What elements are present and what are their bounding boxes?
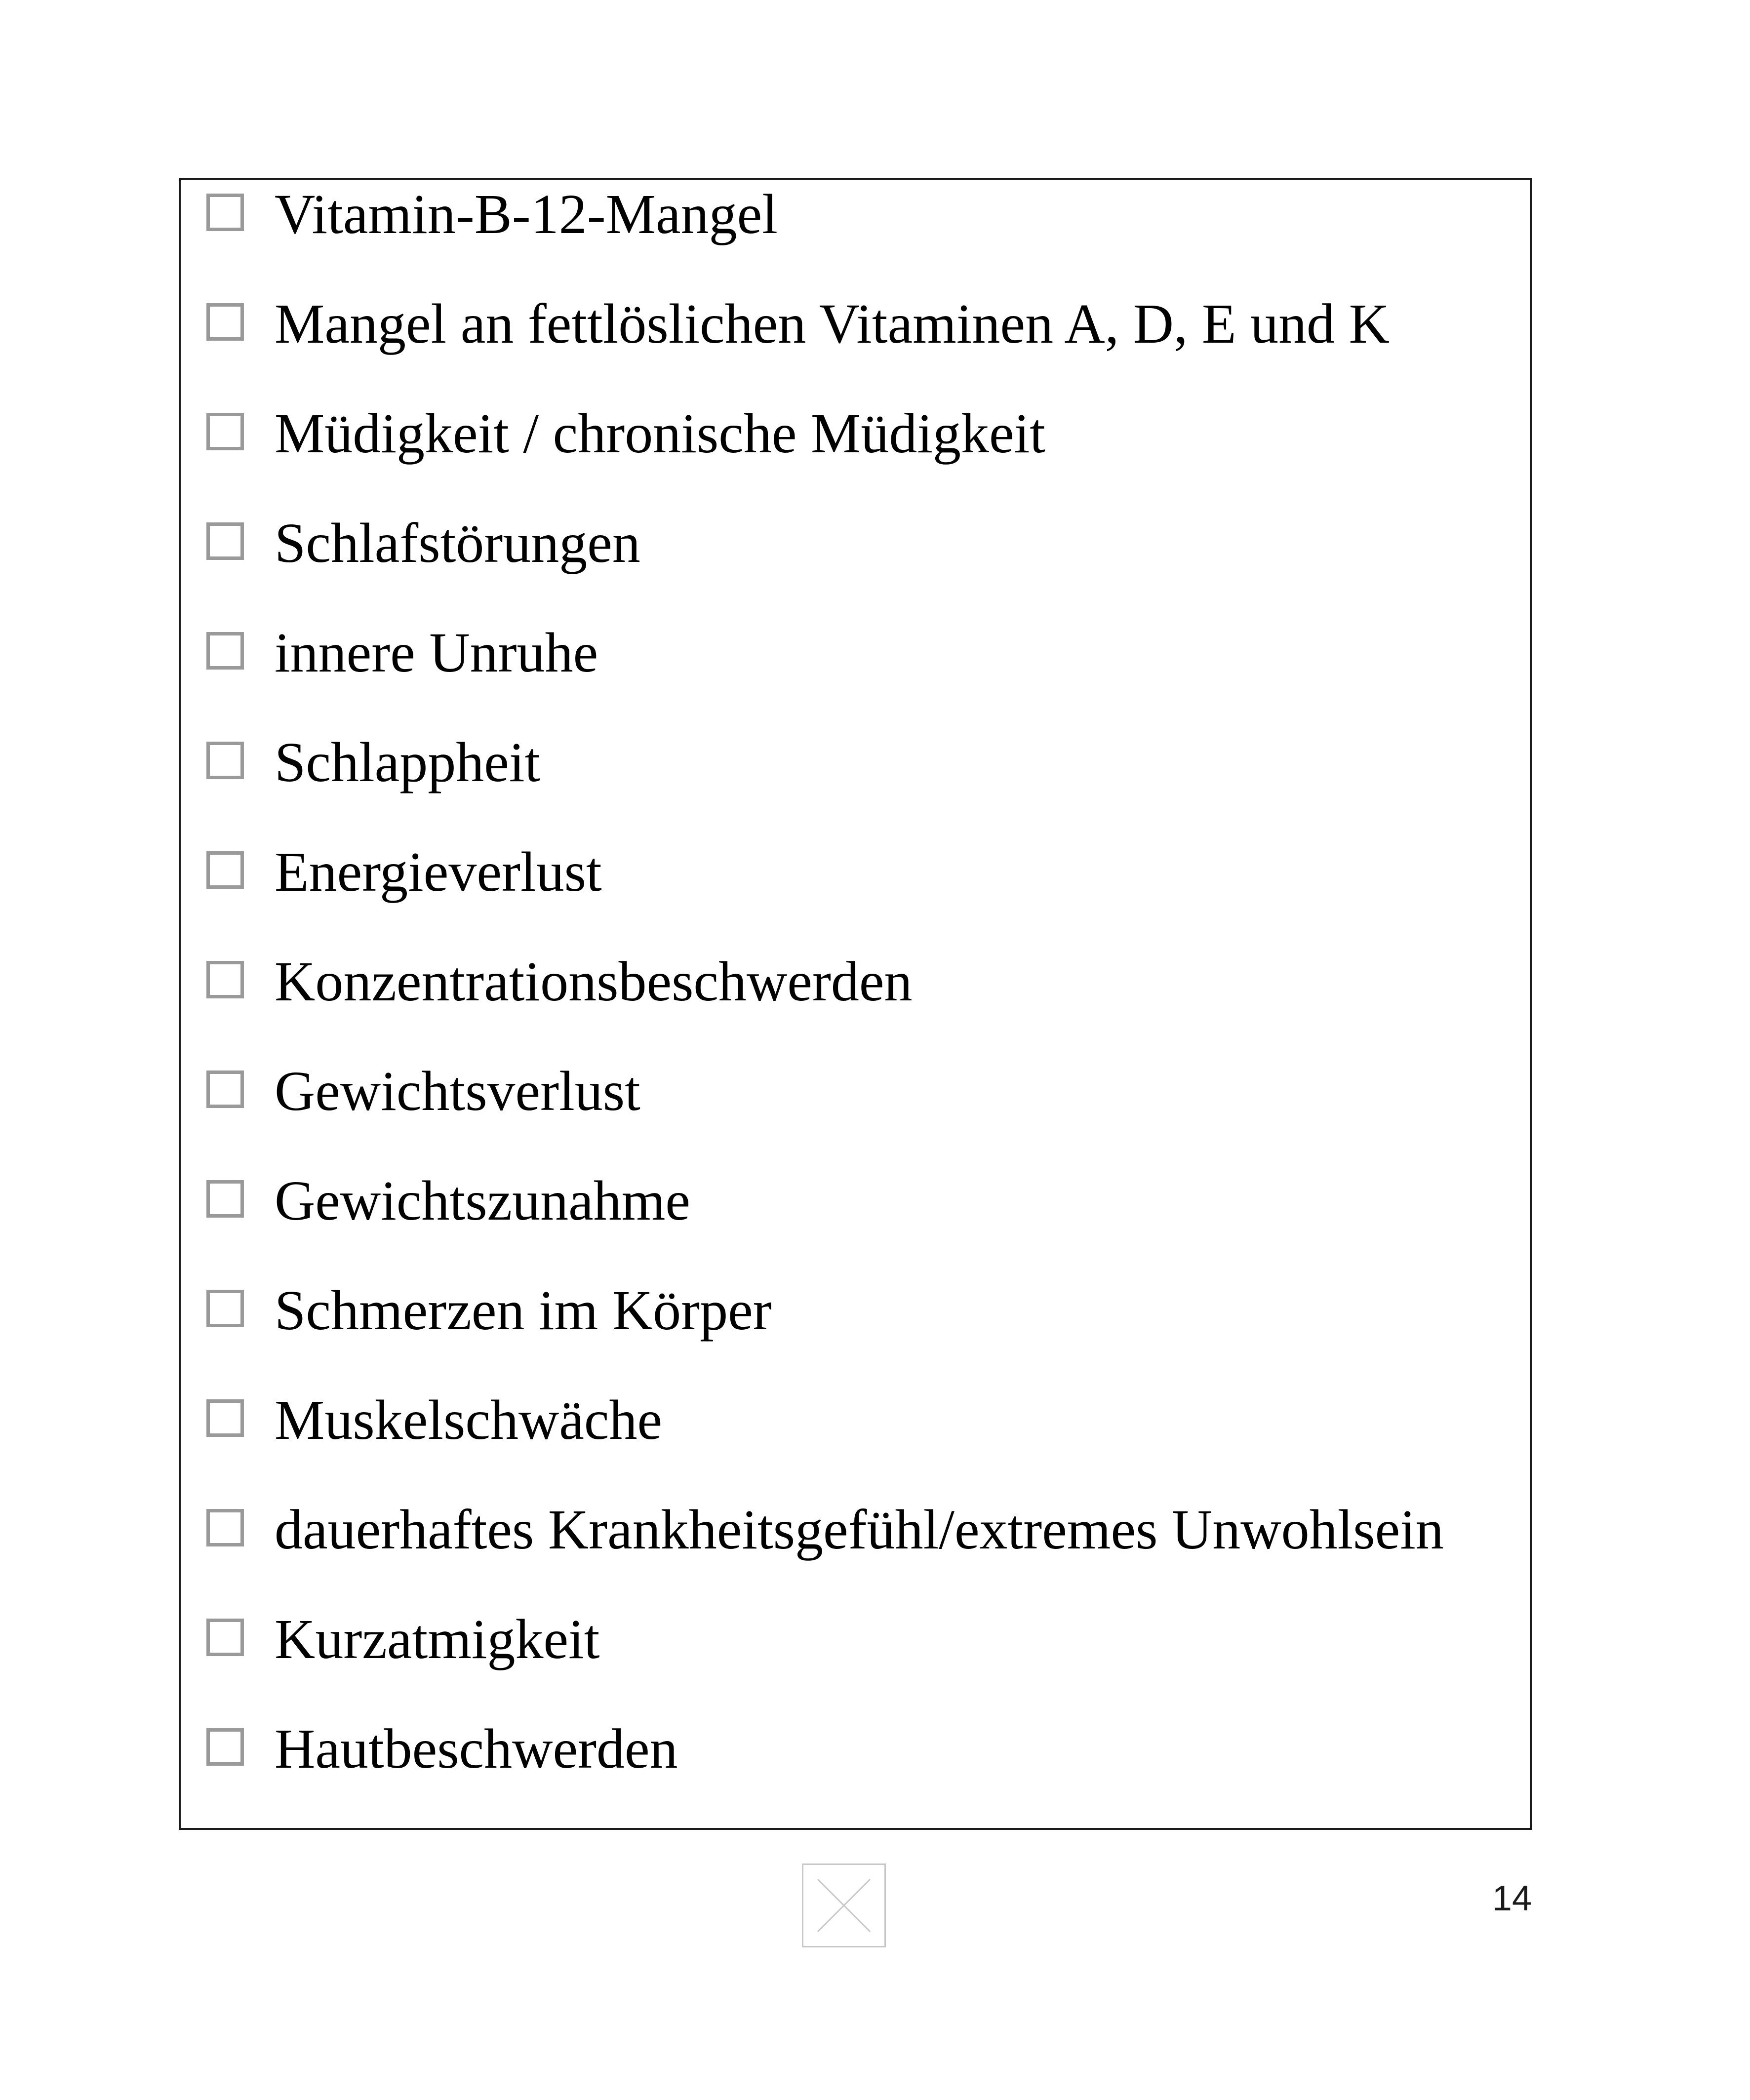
checkbox[interactable] (206, 1290, 244, 1327)
checklist-item-label: Kurzatmigkeit (275, 1608, 600, 1670)
checkbox[interactable] (206, 522, 244, 560)
checklist-item[interactable] (181, 509, 1530, 578)
checkbox[interactable] (206, 961, 244, 998)
checklist-item-label: Gewichtsverlust (275, 1060, 640, 1122)
checklist-item[interactable] (181, 1714, 1530, 1783)
checklist-item-label: Hautbeschwerden (275, 1717, 678, 1780)
checkbox[interactable] (206, 1399, 244, 1437)
checklist-item[interactable] (181, 1386, 1530, 1455)
checklist-item[interactable] (181, 180, 1530, 249)
checklist-item-label: innere Unruhe (275, 621, 598, 684)
checklist-item-label: Gewichtszunahme (275, 1169, 691, 1232)
checkbox[interactable] (206, 632, 244, 670)
checkbox[interactable] (206, 1509, 244, 1546)
checkbox[interactable] (206, 1728, 244, 1766)
checklist-item[interactable] (181, 728, 1530, 797)
checklist-item[interactable] (181, 1057, 1530, 1126)
checklist-item-label: Konzentrationsbeschwerden (275, 950, 913, 1013)
broken-image-cross-icon (803, 1865, 884, 1946)
page-number: 14 (1492, 1879, 1532, 1918)
checklist-item[interactable] (181, 399, 1530, 468)
checklist-item-label: Muskelschwäche (275, 1388, 663, 1451)
checkbox[interactable] (206, 851, 244, 889)
checklist-item[interactable] (181, 1276, 1530, 1345)
checklist-item-label: Schlappheit (275, 731, 541, 793)
checkbox[interactable] (206, 1070, 244, 1108)
checklist-item[interactable] (181, 1495, 1530, 1564)
image-placeholder-icon (802, 1863, 886, 1947)
checklist-item[interactable] (181, 837, 1530, 907)
checklist-item-label: Schlafstörungen (275, 512, 640, 574)
checklist-item[interactable] (181, 618, 1530, 687)
checklist-box (179, 178, 1532, 1830)
checklist-item[interactable] (181, 1166, 1530, 1235)
checklist-item-label: Müdigkeit / chronische Müdigkeit (275, 402, 1045, 465)
checklist-item[interactable] (181, 947, 1530, 1016)
checklist-item-label: Schmerzen im Körper (275, 1279, 772, 1342)
checklist-item-label: Energieverlust (275, 840, 602, 903)
checkbox[interactable] (206, 1180, 244, 1218)
checkbox[interactable] (206, 742, 244, 779)
checklist-item-label: Vitamin-B-12-Mangel (275, 183, 778, 245)
checklist-item[interactable] (181, 1605, 1530, 1674)
checklist-item-label: dauerhaftes Krankheitsgefühl/extremes Unwohlsein (275, 1498, 1444, 1561)
checklist-item[interactable] (181, 289, 1530, 358)
checklist-item-label: Mangel an fettlöslichen Vitaminen A, D, E und K (275, 292, 1390, 355)
checkbox[interactable] (206, 413, 244, 450)
checkbox[interactable] (206, 1619, 244, 1656)
checkbox[interactable] (206, 194, 244, 231)
checkbox[interactable] (206, 303, 244, 341)
